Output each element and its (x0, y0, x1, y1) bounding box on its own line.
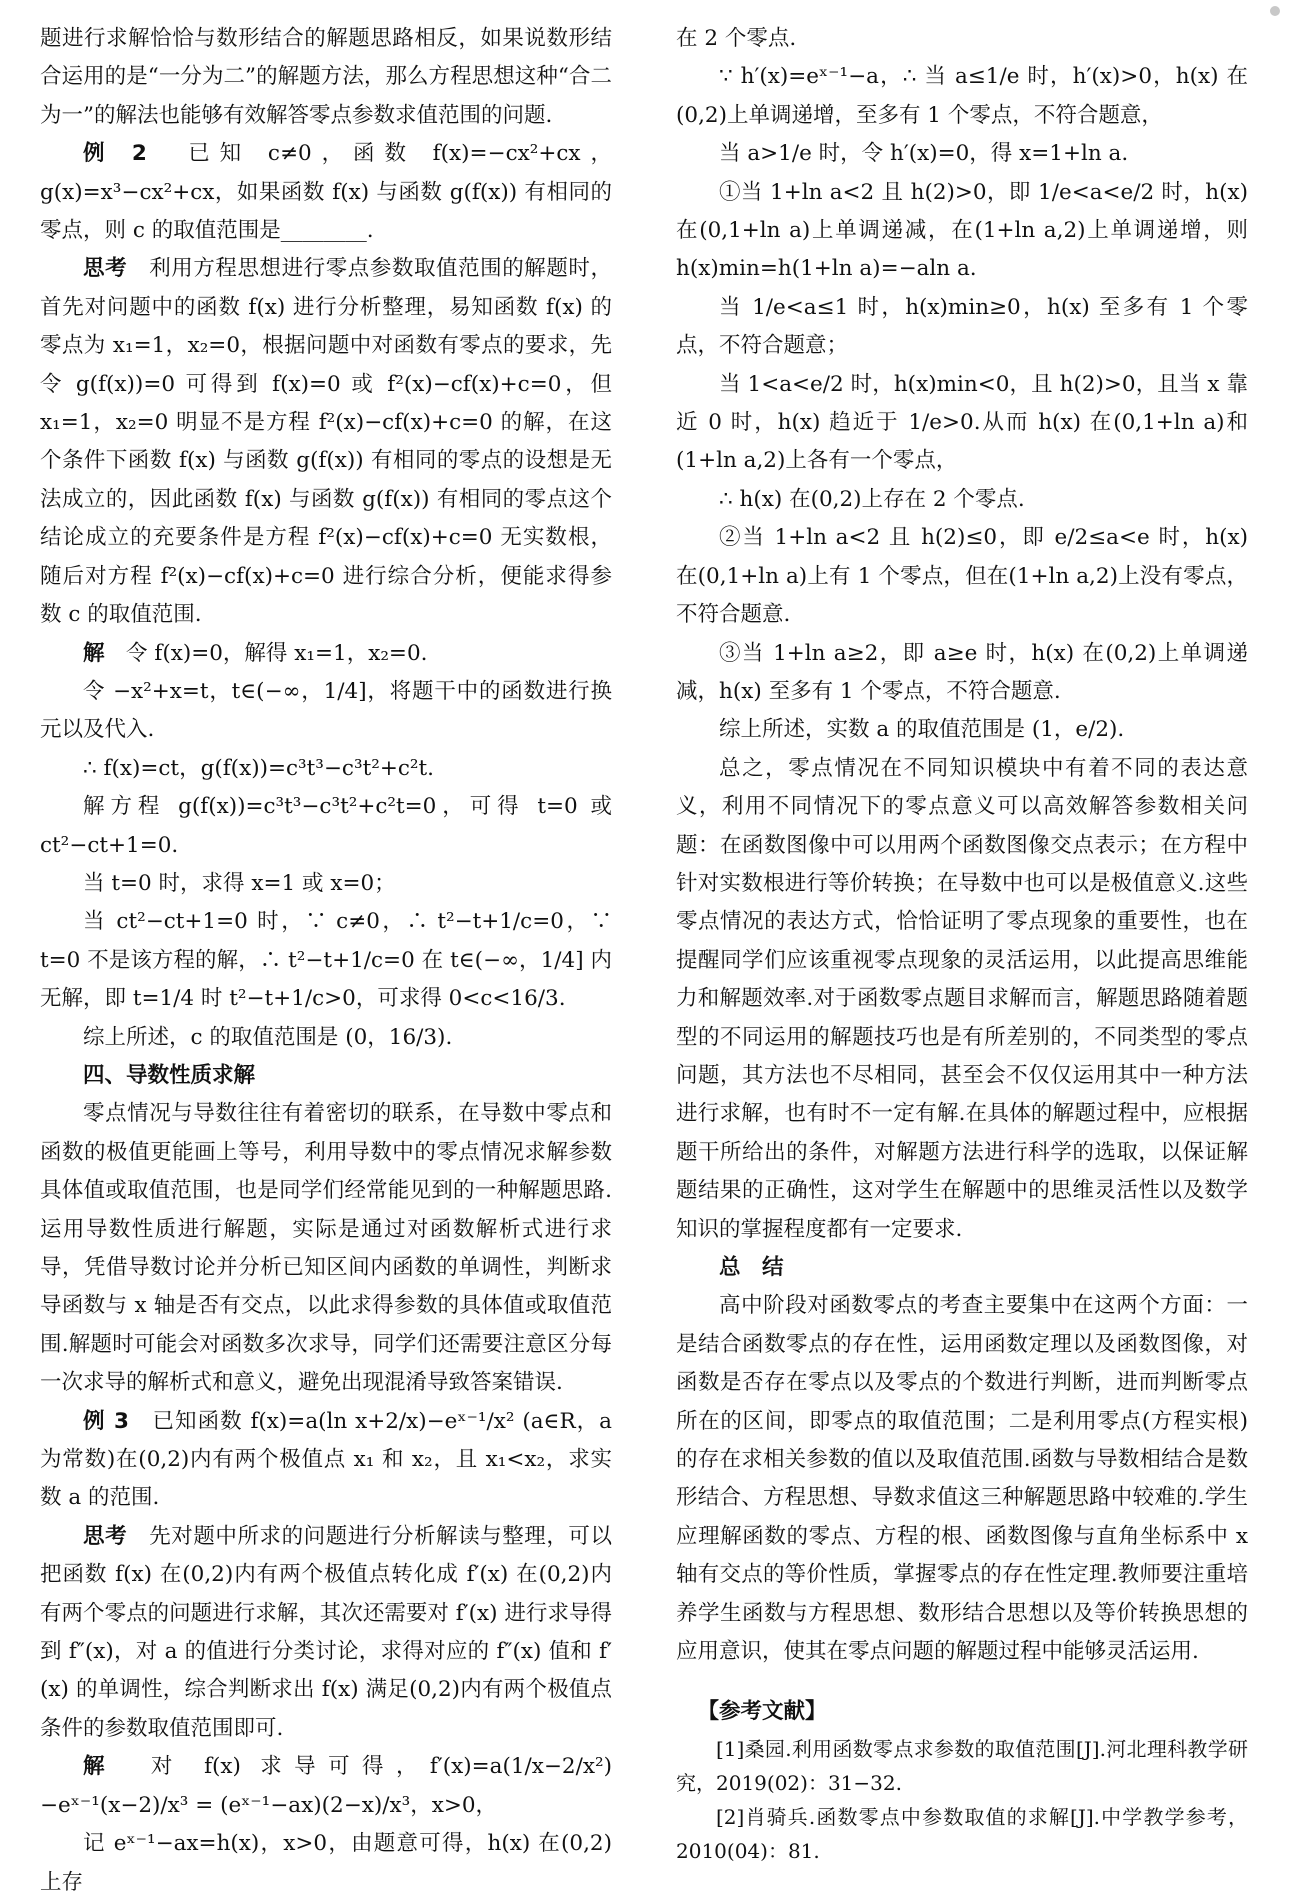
example-3-paragraph (40, 1403, 612, 1518)
solution-1-label: 解 (83, 640, 105, 666)
substitution-step: 令 −x²+x=t，t∈(−∞，1/4]，将题干中的函数进行换元以及代入. (40, 678, 612, 743)
reference-1: [1]桑园.利用函数零点求参数的取值范围[J].河北理科教学研究，2019(02)：31−32. (676, 1736, 1248, 1795)
conclusion-c-range: 综上所述，c 的取值范围是 (0，16/3). (83, 1024, 453, 1050)
thinking-2-paragraph (40, 1518, 612, 1748)
case-1-paragraph: ①当 1+ln a<2 且 h(2)>0，即 1/e<a<e/2 时，h(x) 在(0,1+ln a)上单调递减，在(1+ln a,2)上单调递增，则 h(x)min=h(1+ln a)=−aln a. (676, 179, 1248, 282)
example-2-paragraph (40, 135, 612, 250)
composite-function-step: ∴ f(x)=ct，g(f(x))=c³t³−c³t²+c²t. (83, 755, 434, 781)
references-heading: 【参考文献】 (697, 1699, 827, 1725)
example-2-label: 例 2 (83, 141, 147, 167)
case-1b-paragraph: 当 1<a<e/2 时，h(x)min<0，且 h(2)>0，且当 x 靠近 0 时，h(x) 趋近于 1/e>0.从而 h(x) 在(0,1+ln a)和(1+ln a,2)上各有一个零点， (676, 371, 1248, 474)
case-quadratic-step: 当 ct²−ct+1=0 时，∵ c≠0，∴ t²−t+1/c=0，∵ t=0 不是该方程的解，∴ t²−t+1/c=0 在 t∈(−∞，1/4] 内无解，即 t=1/4 时 t²−t+1/c>0，可求得 0<c<16/3. (40, 909, 612, 1012)
thinking-1-label: 思考 (83, 256, 128, 282)
intro-paragraph: 题进行求解恰恰与数形结合的解题思路相反，如果说数形结合运用的是“一分为二”的解题方法，那么方程思想这种“合二为一”的解法也能够有效解答零点参数求值范围的问题. (40, 26, 612, 128)
conclusion-heading: 总 结 (719, 1255, 784, 1280)
right-column (676, 20, 1248, 1868)
example-3-text: 已知函数 f(x)=a(ln x+2/x)−eˣ⁻¹/x² (a∈R，a 为常数)在(0,2)内有两个极值点 x₁ 和 x₂，且 x₁<x₂，求实数 a 的范围. (40, 1408, 612, 1511)
thinking-1-paragraph (40, 250, 612, 634)
case-3-paragraph: ③当 1+ln a≥2，即 a≥e 时，h(x) 在(0,2)上单调递减，h(x) 至多有 1 个零点，不符合题意. (676, 640, 1248, 704)
case-t-zero-step: 当 t=0 时，求得 x=1 或 x=0； (83, 870, 396, 896)
thinking-2-label: 思考 (83, 1523, 128, 1549)
continuation-line: 在 2 个零点. (676, 26, 797, 51)
case-2-paragraph: ②当 1+ln a<2 且 h(2)≤0，即 e/2≤a<e 时，h(x) 在(0,1+ln a)上有 1 个零点，但在(1+ln a,2)上没有零点，不符合题意. (676, 525, 1248, 628)
left-column (40, 20, 612, 1902)
h-derivative-step: ∵ h′(x)=eˣ⁻¹−a，∴ 当 a≤1/e 时，h′(x)>0，h(x) 在(0,2)上单调递增，至多有 1 个零点，不符合题意， (676, 64, 1248, 128)
solution-2-paragraph (40, 1748, 612, 1825)
case-1a-paragraph: 当 1/e<a≤1 时，h(x)min≥0，h(x) 至多有 1 个零点，不符合题意； (676, 294, 1248, 359)
case-1-result: ∴ h(x) 在(0,2)上存在 2 个零点. (719, 486, 1025, 512)
reference-2: [2]肖骑兵.函数零点中参数取值的求解[J].中学教学参考，2010(04)：81. (676, 1804, 1248, 1863)
critical-point-step: 当 a>1/e 时，令 h′(x)=0，得 x=1+ln a. (719, 141, 1129, 167)
solve-equation-step: 解方程 g(f(x))=c³t³−c³t²+c²t=0，可得 t=0 或 ct²−ct+1=0. (40, 794, 612, 858)
derivative-method-paragraph: 零点情况与导数往往有着密切的联系，在导数中零点和函数的极值更能画上等号，利用导数中的零点情况求解参数具体值或取值范围，也是同学们经常能见到的一种解题思路.运用导数性质进行解题，实际是通过对函数解析式进行求导，凭借导数讨论并分析已知区间内函数的单调性，判断求导函数与 x 轴是否有交点，以此求得参数的具体值或取值范围.解题时可能会对函数多次求导，同学们还需要注意区分每一次求导的解析式和意义，避免出现混淆导致答案错误. (40, 1101, 612, 1396)
example-2-text: 已知 c≠0，函数 f(x)=−cx²+cx，g(x)=x³−cx²+cx，如果函数 f(x) 与函数 g(f(x)) 有相同的零点，则 c 的取值范围是________. (40, 141, 612, 244)
example-3-label: 例 3 (83, 1408, 129, 1434)
solution-1-text: 令 f(x)=0，解得 x₁=1，x₂=0. (126, 640, 428, 666)
corner-dot-icon (1270, 6, 1280, 16)
thinking-2-text: 先对题中所求的问题进行分析解读与整理，可以把函数 f(x) 在(0,2)内有两个极值点转化成 f′(x) 在(0,2)内有两个零点的问题进行求解，其次还需要对 f′(x) 进行求导得到 f″(x)，对 a 的值进行分类讨论，求得对应的 f″(x) 值和 f′(x) 的单调性，综合判断求出 f(x) 满足(0,2)内有两个极值点条件的参数取值范围即可. (40, 1523, 612, 1741)
conclusion-a-range: 综上所述，实数 a 的取值范围是 (1，e/2). (719, 717, 1125, 743)
solution-2-text: 对 f(x) 求导可得，f′(x)=a(1/x−2/x²)−eˣ⁻¹(x−2)/x³ = (eˣ⁻¹−ax)(2−x)/x³，x>0， (40, 1754, 612, 1818)
thinking-1-text: 利用方程思想进行零点参数取值范围的解题时，首先对问题中的函数 f(x) 进行分析整理，易知函数 f(x) 的零点为 x₁=1，x₂=0，根据问题中对函数有零点的要求，先令 g(f(x))=0 可得到 f(x)=0 或 f²(x)−cf(x)+c=0，但 x₁=1，x₂=0 明显不是方程 f²(x)−cf(x)+c=0 的解，在这个条件下函数 f(x) 与函数 g(f(x)) 有相同的零点的设想是无法成立的，因此函数 f(x) 与函数 g(f(x)) 有相同的零点这个结论成立的充要条件是方程 f²(x)−cf(x)+c=0 无实数根，随后对方程 f²(x)−cf(x)+c=0 进行综合分析，便能求得参数 c 的取值范围. (40, 256, 612, 628)
summary-paragraph: 总之，零点情况在不同知识模块中有着不同的表达意义，利用不同情况下的零点意义可以高效解答参数相关问题：在函数图像中可以用两个函数图像交点表示；在方程中针对实数根进行等价转换；在导数中也可以是极值意义.这些零点情况的表达方式，恰恰证明了零点现象的重要性，也在提醒同学们应该重视零点现象的灵活运用，以此提高思维能力和解题效率.对于函数零点题目求解而言，解题思路随着题型的不同运用的解题技巧也是有所差别的，不同类型的零点问题，其方法也不尽相同，甚至会不仅仅运用其中一种方法进行求解，也有时不一定有解.在具体的解题过程中，应根据题干所给出的条件，对解题方法进行科学的选取，以保证解题结果的正确性，这对学生在解题中的思维灵活性以及数学知识的掌握程度都有一定要求. (676, 755, 1248, 1242)
define-h-step: 记 eˣ⁻¹−ax=h(x)，x>0，由题意可得，h(x) 在(0,2)上存 (40, 1831, 612, 1895)
section-4-heading: 四、导数性质求解 (83, 1062, 256, 1088)
solution-1-paragraph (40, 635, 612, 673)
solution-2-label: 解 (83, 1754, 117, 1780)
conclusion-paragraph: 高中阶段对函数零点的考查主要集中在这两个方面：一是结合函数零点的存在性，运用函数定理以及函数图像，对函数是否存在零点以及零点的个数进行判断，进而判断零点所在的区间，即零点的取值范围；二是利用零点(方程实根)的存在求相关参数的值以及取值范围.函数与导数相结合是数形结合、方程思想、导数求值这三种解题思路中较难的.学生应理解函数的零点、方程的根、函数图像与直角坐标系中 x 轴有交点的等价性质，掌握零点的存在性定理.教师要注重培养学生函数与方程思想、数形结合思想以及等价转换思想的应用意识，使其在零点问题的解题过程中能够灵活运用. (676, 1293, 1248, 1665)
